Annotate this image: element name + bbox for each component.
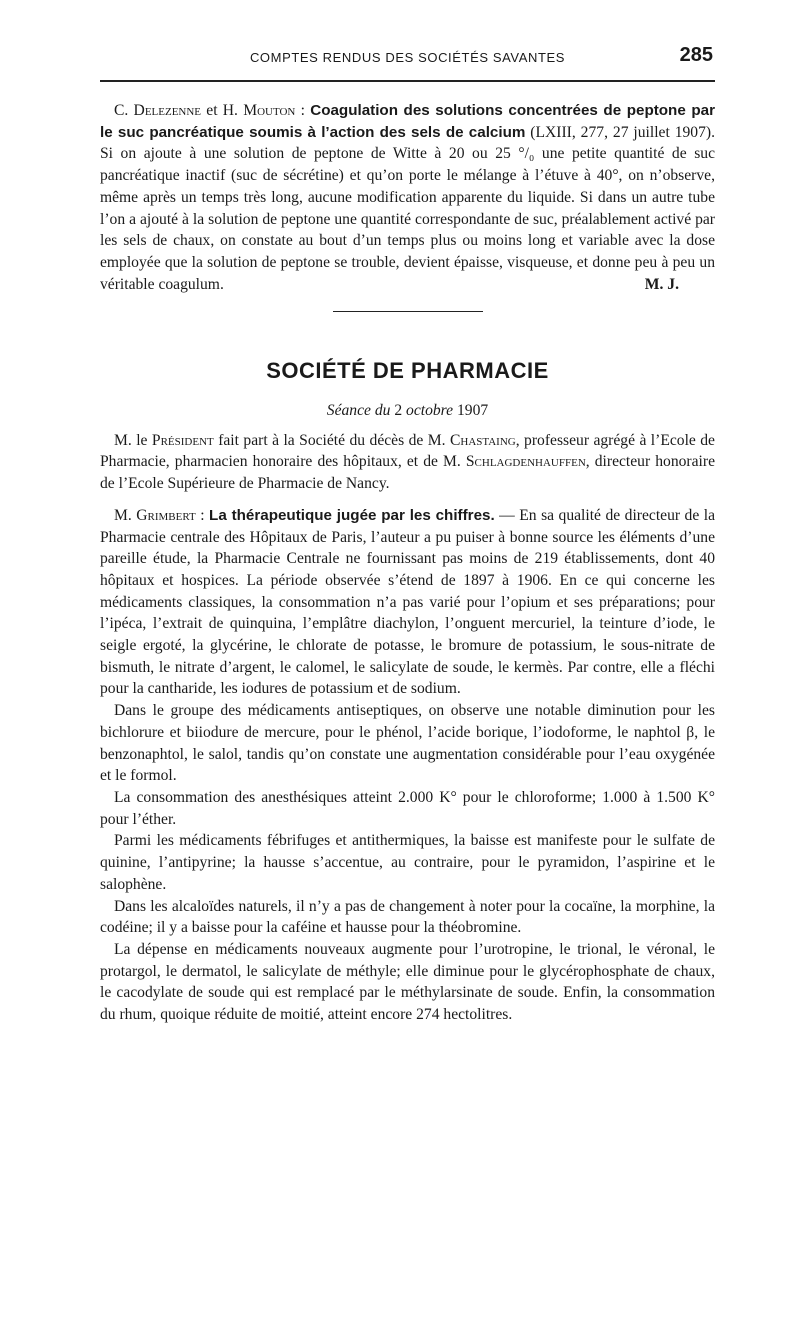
text-run: M. le [114, 431, 152, 449]
author-mouton: Mouton [243, 102, 296, 119]
communication-text: — En sa qualité de directeur de la Pharmacie centrale des Hôpitaux de Paris, l’auteur a pu puiser à bonne source les éléments d’une pareille étude, la Pharmacie Centrale ne fournissant pas moins de 219 établissements, dont 40 hôpitaux et hospices. La période observée s’étend de 1897 à 1906. En ce qui concerne les médicaments classiques, la consommation n’a pas varié pour l’opium et ses préparations; pour l’ipéca, l’extrait de quinquina, l’emplâtre diachylon, l’onguent mercuriel, la teinture d’iode, le seigle ergoté, la glycérine, le chlorate de potasse, le bromure de potassium, le sous-nitrate de bismuth, le nitrate d’argent, le calomel, le salicylate de soude, le kermès. Par contre, elle a fléchi pour la cantharide, les iodures de potassium et de sodium. [100, 506, 715, 698]
author-connector: et H. [201, 102, 244, 119]
paragraph-febrifuges: Parmi les médicaments fébrifuges et antithermiques, la baisse est manifeste pour le sulfate de quinine, l’antipyrine; la hausse s’accentue, au contraire, pour le pyramidon, l’aspirine et le salophène. [100, 832, 715, 893]
text-run: M. [114, 506, 137, 524]
paragraph-anesthesiques: La consommation des anesthésiques atteint 2.000 K° pour le chloroforme; 1.000 à 1.500 K° pour l’éther. [100, 788, 715, 828]
session-year: 1907 [457, 402, 489, 420]
abstract-text: (LXIII, 277, 27 juillet 1907). Si on ajoute à une solution de peptone de Witte à 20 ou 25 °/₀ une petite quantité de suc pancréatique inactif (suc de sécrétine) et qu’on porte le mélange à l’étuve à 40°, on n’observe, même après un temps très long, aucune modification apparente du liquide. Si dans un autre tube l’on a ajouté à la solution de peptone une quantité correspondante de suc, préalablement activé par les sels de chaux, on constate au bout d’un temps plus ou moins long et variable avec la dose employée que la solution de peptone se trouble, devient épaisse, visqueuse, et donne peu à peu un véritable coagulum. [100, 123, 715, 293]
section-title: SOCIÉTÉ DE PHARMACIE [266, 358, 549, 384]
paragraph-alcaloides: Dans les alcaloïdes naturels, il n’y a pas de changement à noter pour la cocaïne, la morphine, la codéine; il y a baisse pour la caféine et hausse pour la théobromine. [100, 897, 715, 937]
name-schlagdenhauffen: Schlagdenhauffen [465, 453, 586, 471]
paragraph-medicaments-nouveaux: La dépense en médicaments nouveaux augmente pour l’urotropine, le trional, le véronal, le protargol, le dermatol, le salicylate de méthyle; elle diminue pour le glycérophosphate de chaux, le cacodylate de soude qui est remplacé par le méthylarsinate de soude. Enfin, la consommation du rhum, quoique réduite de moitié, atteint encore 274 hectolitres. [100, 940, 715, 1024]
text-run: , professeur agrégé à l’Ecole de Pharmacie, pharmacien honoraire des hôpitaux, et de M. [100, 431, 715, 471]
communication-title: La thérapeutique jugée par les chiffres. [209, 506, 495, 524]
paragraph-president [100, 430, 715, 495]
journal-page [100, 40, 715, 1026]
article-body [100, 100, 715, 1026]
text-run: : [195, 506, 210, 524]
paragraph-grimbert [100, 505, 715, 700]
session-day: 2 [394, 402, 403, 420]
session-date [100, 400, 715, 422]
title-separator: : [295, 102, 311, 119]
header-rule [100, 80, 715, 82]
paragraph-antiseptiques: Dans le groupe des médicaments antiseptiques, on observe une notable diminution pour les bichlorure et biiodure de mercure, pour le phénol, l’acide borique, l’iodoforme, le naphtol β, le benzonaphtol, le salol, tandis qu’on constate une augmentation considérable pour l’eau oxygénée et le formol. [100, 702, 715, 785]
running-head-title: COMPTES RENDUS DES SOCIÉTÉS SAVANTES [249, 50, 566, 65]
page-number: 285 [679, 44, 713, 66]
abstract-delezenne-mouton [100, 100, 715, 295]
president-title: Président [151, 431, 214, 449]
session-prefix: Séance du [326, 402, 395, 420]
text-run: , directeur honoraire de l’Ecole Supérieure de Pharmacie de Nancy. [100, 453, 715, 493]
running-head [100, 40, 715, 76]
section-separator [333, 311, 483, 312]
abstract-title: Coagulation des solutions concentrées de peptone par le suc pancréatique soumis à l’action des sels de calcium [100, 102, 715, 141]
author-delezenne: C. Delezenne [114, 102, 202, 119]
text-run: fait part à la Société du décès de M. [213, 431, 450, 449]
name-chastaing: Chastaing [449, 431, 516, 449]
name-grimbert: Grimbert [136, 506, 196, 524]
session-month: octobre [402, 402, 457, 420]
abstract-signature: M. J. [644, 275, 679, 293]
